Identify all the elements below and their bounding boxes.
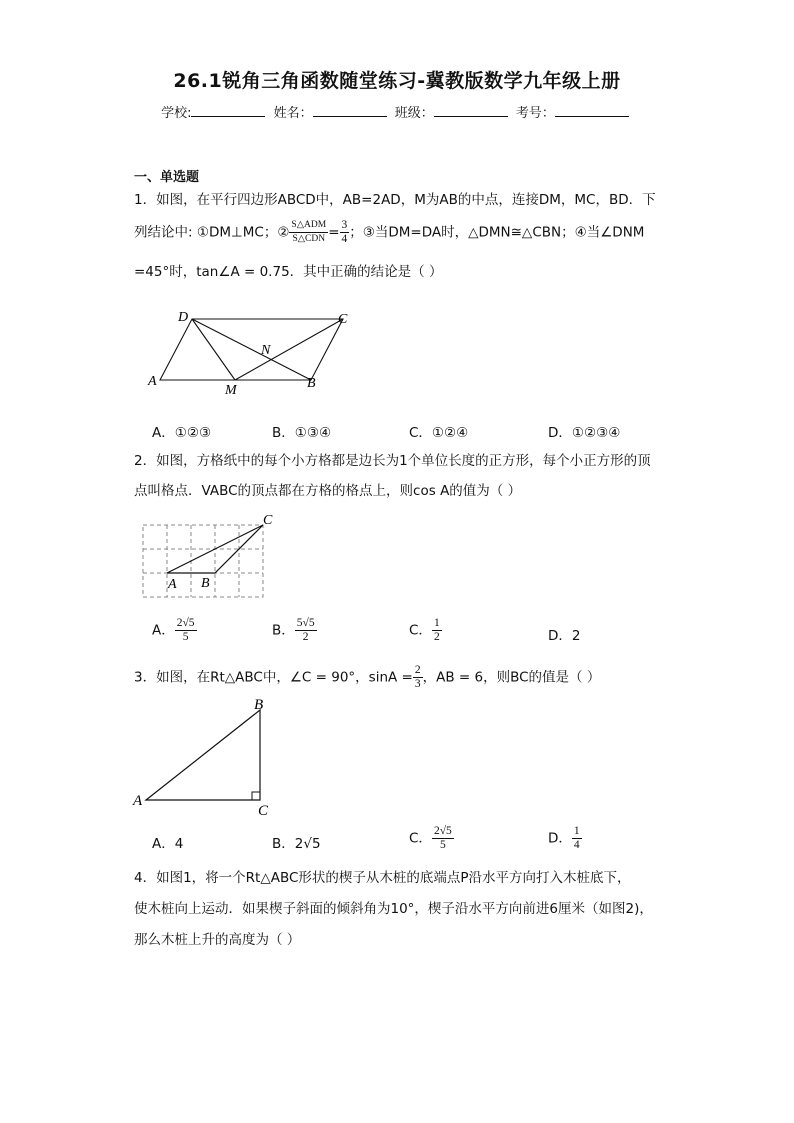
q3-option-c-den: 5 (439, 839, 446, 851)
q2-option-b-den: 2 (302, 631, 309, 643)
q2-line2: 点叫格点．VABC的顶点都在方格的格点上，则cos A的值为（ ） (134, 483, 522, 499)
q2-option-c-den: 2 (433, 631, 440, 643)
q3-option-d[interactable] (548, 825, 582, 852)
q1-label-c: C (338, 312, 348, 327)
student-info-line (0, 102, 794, 121)
q1-line2b: ；③当DM=DA时，△DMN≅△CBN；④当∠DNM (349, 224, 645, 241)
q3-option-c-frac (432, 825, 454, 852)
q3-stem (134, 664, 600, 691)
q2-option-c-frac (432, 617, 442, 644)
q3-triangle-abc (146, 710, 260, 800)
q2-label-a: A (168, 577, 177, 592)
q1-line2 (134, 219, 644, 246)
q1-ratio-den: 4 (341, 233, 348, 245)
q2-option-b-num: 5√5 (296, 617, 315, 629)
q1-label-a: A (148, 374, 157, 389)
q4-line3: 那么木桩上升的高度为（ ） (134, 932, 301, 948)
q1-option-a[interactable]: A．①②③ (152, 425, 212, 441)
q3-label-a: A (133, 793, 143, 809)
q1-option-d[interactable]: D．①②③④ (548, 425, 621, 441)
q1-line3: =45°时，tan∠A = 0.75．其中正确的结论是（ ） (134, 264, 443, 280)
q3-text-a: 3．如图，在Rt△ABC中，∠C = 90°，sinA = (134, 669, 413, 686)
school-label: 学校: (161, 106, 192, 121)
q1-line1: 1．如图，在平行四边形ABCD中，AB=2AD，M为AB的中点，连接DM，MC，BD．下 (134, 192, 656, 208)
q1-label-b: B (307, 376, 316, 391)
q1-frac-den: S△CDN (292, 234, 326, 244)
q3-option-c-num: 2√5 (433, 825, 452, 837)
q4-line1: 4．如图1，将一个Rt△ABC形状的楔子从木桩的底端点P沿水平方向打入木桩底下， (134, 870, 631, 886)
q1-eq: = (328, 224, 340, 241)
q3-option-c[interactable] (409, 825, 454, 852)
q1-segment-dm (192, 319, 235, 380)
page-title: 26.1锐角三角函数随堂练习-冀教版数学九年级上册 (173, 70, 621, 92)
q2-line1: 2．如图，方格纸中的每个小方格都是边长为1个单位长度的正方形，每个小正方形的顶 (134, 453, 651, 469)
exam-number-label: 考号： (515, 106, 555, 121)
q1-option-b[interactable]: B．①③④ (272, 425, 332, 441)
q2-option-a-frac (175, 617, 197, 644)
name-label: 姓名： (273, 106, 313, 121)
q2-grid-figure (135, 512, 285, 602)
q3-frac-den: 3 (414, 678, 421, 690)
q1-line2a: 列结论中: ①DM⊥MC；② (134, 224, 290, 241)
q3-label-b: B (254, 697, 264, 713)
q3-label-c: C (258, 803, 269, 818)
q2-option-c[interactable] (409, 617, 442, 644)
q3-option-d-den: 4 (573, 839, 580, 851)
q2-label-b: B (201, 576, 210, 591)
q1-label-n: N (261, 343, 271, 358)
q2-option-a[interactable] (152, 617, 197, 644)
q3-option-d-label: D． (548, 830, 572, 847)
class-label: 班级： (394, 106, 434, 121)
exam-number-blank[interactable] (555, 104, 629, 117)
q1-area-fraction (289, 219, 328, 246)
q2-option-d[interactable]: D．2 (548, 628, 581, 644)
q3-option-d-frac (572, 825, 582, 852)
q1-ratio-fraction (340, 219, 350, 246)
q2-option-b-label: B． (272, 622, 295, 639)
q2-option-a-label: A． (152, 622, 175, 639)
q2-option-a-den: 5 (182, 631, 189, 643)
q1-ratio-num: 3 (341, 219, 348, 231)
q3-right-triangle-figure (128, 692, 288, 818)
section-heading: 一、单选题 (134, 170, 200, 185)
q3-text-b: ，AB = 6，则BC的值是（ ） (422, 669, 601, 686)
q1-option-c[interactable]: C．①②④ (409, 425, 469, 441)
q3-option-d-num: 1 (573, 825, 580, 837)
q1-label-d: D (178, 310, 189, 325)
q2-option-c-num: 1 (433, 617, 440, 629)
q1-label-m: M (225, 383, 237, 397)
q3-right-angle-mark (252, 792, 260, 800)
q2-label-c: C (263, 513, 273, 528)
school-blank[interactable] (191, 104, 265, 117)
q3-frac-num: 2 (414, 664, 421, 676)
q3-option-a[interactable]: A．4 (152, 836, 184, 852)
q2-option-a-num: 2√5 (176, 617, 195, 629)
q2-option-b-frac (295, 617, 317, 644)
q2-option-b[interactable] (272, 617, 317, 644)
q2-option-c-label: C． (409, 622, 432, 639)
q3-sin-fraction (413, 664, 423, 691)
q1-parallelogram-figure (140, 305, 360, 397)
class-blank[interactable] (434, 104, 508, 117)
q3-option-c-label: C． (409, 830, 432, 847)
q3-option-b[interactable]: B．2√5 (272, 836, 321, 852)
name-blank[interactable] (313, 104, 387, 117)
q4-line2: 使木桩向上运动．如果楔子斜面的倾斜角为10°，楔子沿水平方向前进6厘米（如图2)， (134, 901, 653, 917)
q1-frac-num: S△ADM (289, 219, 328, 233)
